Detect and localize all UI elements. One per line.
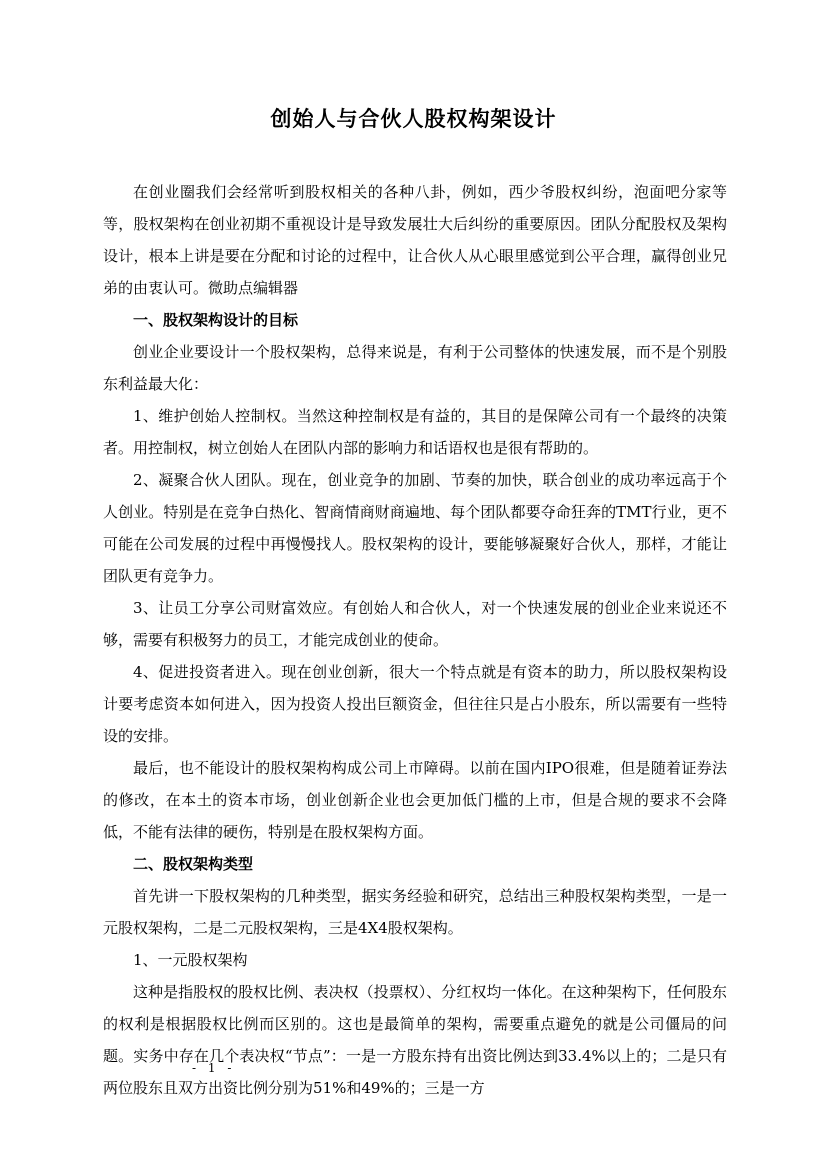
document-body — [103, 176, 727, 1104]
goals-intro-paragraph: 创业企业要设计一个股权架构，总得来说是，有利于公司整体的快速发展，而不是个别股东利益最大化： — [103, 343, 727, 393]
document-title: 创始人与合伙人股权构架设计 — [270, 107, 557, 131]
goals-conclusion-paragraph: 最后，也不能设计的股权架构构成公司上市障碍。以前在国内IPO很难，但是随着证券法的修改，在本土的资本市场，创业创新企业也会更加低门槛的上市，但是合规的要求不会降低，不能有法律的硬伤，特别是在股权架构方面。 — [103, 759, 727, 841]
goal-item-3: 3、让员工分享公司财富效应。有创始人和合伙人，对一个快速发展的创业企业来说还不够，需要有积极努力的员工，才能完成创业的使命。 — [103, 599, 727, 649]
unitary-structure-paragraph: 这种是指股权的股权比例、表决权（投票权）、分红权均一体化。在这种架构下，任何股东的权利是根据股权比例而区别的。这也是最简单的架构，需要重点避免的就是公司僵局的问题。实务中存在几个表决权“节点”：一是一方股东持有出资比例达到33.4%以上的；二是只有两位股东且双方出资比例分别为51%和49%的；三是一方 — [103, 983, 727, 1097]
page-number: - 1 - — [192, 1061, 236, 1075]
subheading-unitary-structure: 1、一元股权架构 — [133, 951, 248, 969]
section-heading-types: 二、股权架构类型 — [133, 855, 254, 873]
types-intro-paragraph: 首先讲一下股权架构的几种类型，据实务经验和研究，总结出三种股权架构类型，一是一元股权架构，二是二元股权架构，三是4X4股权架构。 — [103, 887, 727, 937]
intro-paragraph: 在创业圈我们会经常听到股权相关的各种八卦，例如，西少爷股权纠纷，泡面吧分家等等，股权架构在创业初期不重视设计是导致发展壮大后纠纷的重要原因。团队分配股权及架构设计，根本上讲是要在分配和讨论的过程中，让合伙人从心眼里感觉到公平合理，赢得创业兄弟的由衷认可。微助点编辑器 — [103, 183, 727, 297]
goal-item-4: 4、促进投资者进入。现在创业创新，很大一个特点就是有资本的助力，所以股权架构设计要考虑资本如何进入，因为投资人投出巨额资金，但往往只是占小股东，所以需要有一些特设的安排。 — [103, 663, 727, 745]
goal-item-2: 2、凝聚合伙人团队。现在，创业竞争的加剧、节奏的加快，联合创业的成功率远高于个人创业。特别是在竞争白热化、智商情商财商遍地、每个团队都要夺命狂奔的TMT行业，更不可能在公司发展的过程中再慢慢找人。股权架构的设计，要能够凝聚好合伙人，那样，才能让团队更有竞争力。 — [103, 471, 727, 585]
section-heading-goals: 一、股权架构设计的目标 — [133, 311, 299, 329]
goal-item-1: 1、维护创始人控制权。当然这种控制权是有益的，其目的是保障公司有一个最终的决策者。用控制权，树立创始人在团队内部的影响力和话语权也是很有帮助的。 — [103, 407, 727, 457]
